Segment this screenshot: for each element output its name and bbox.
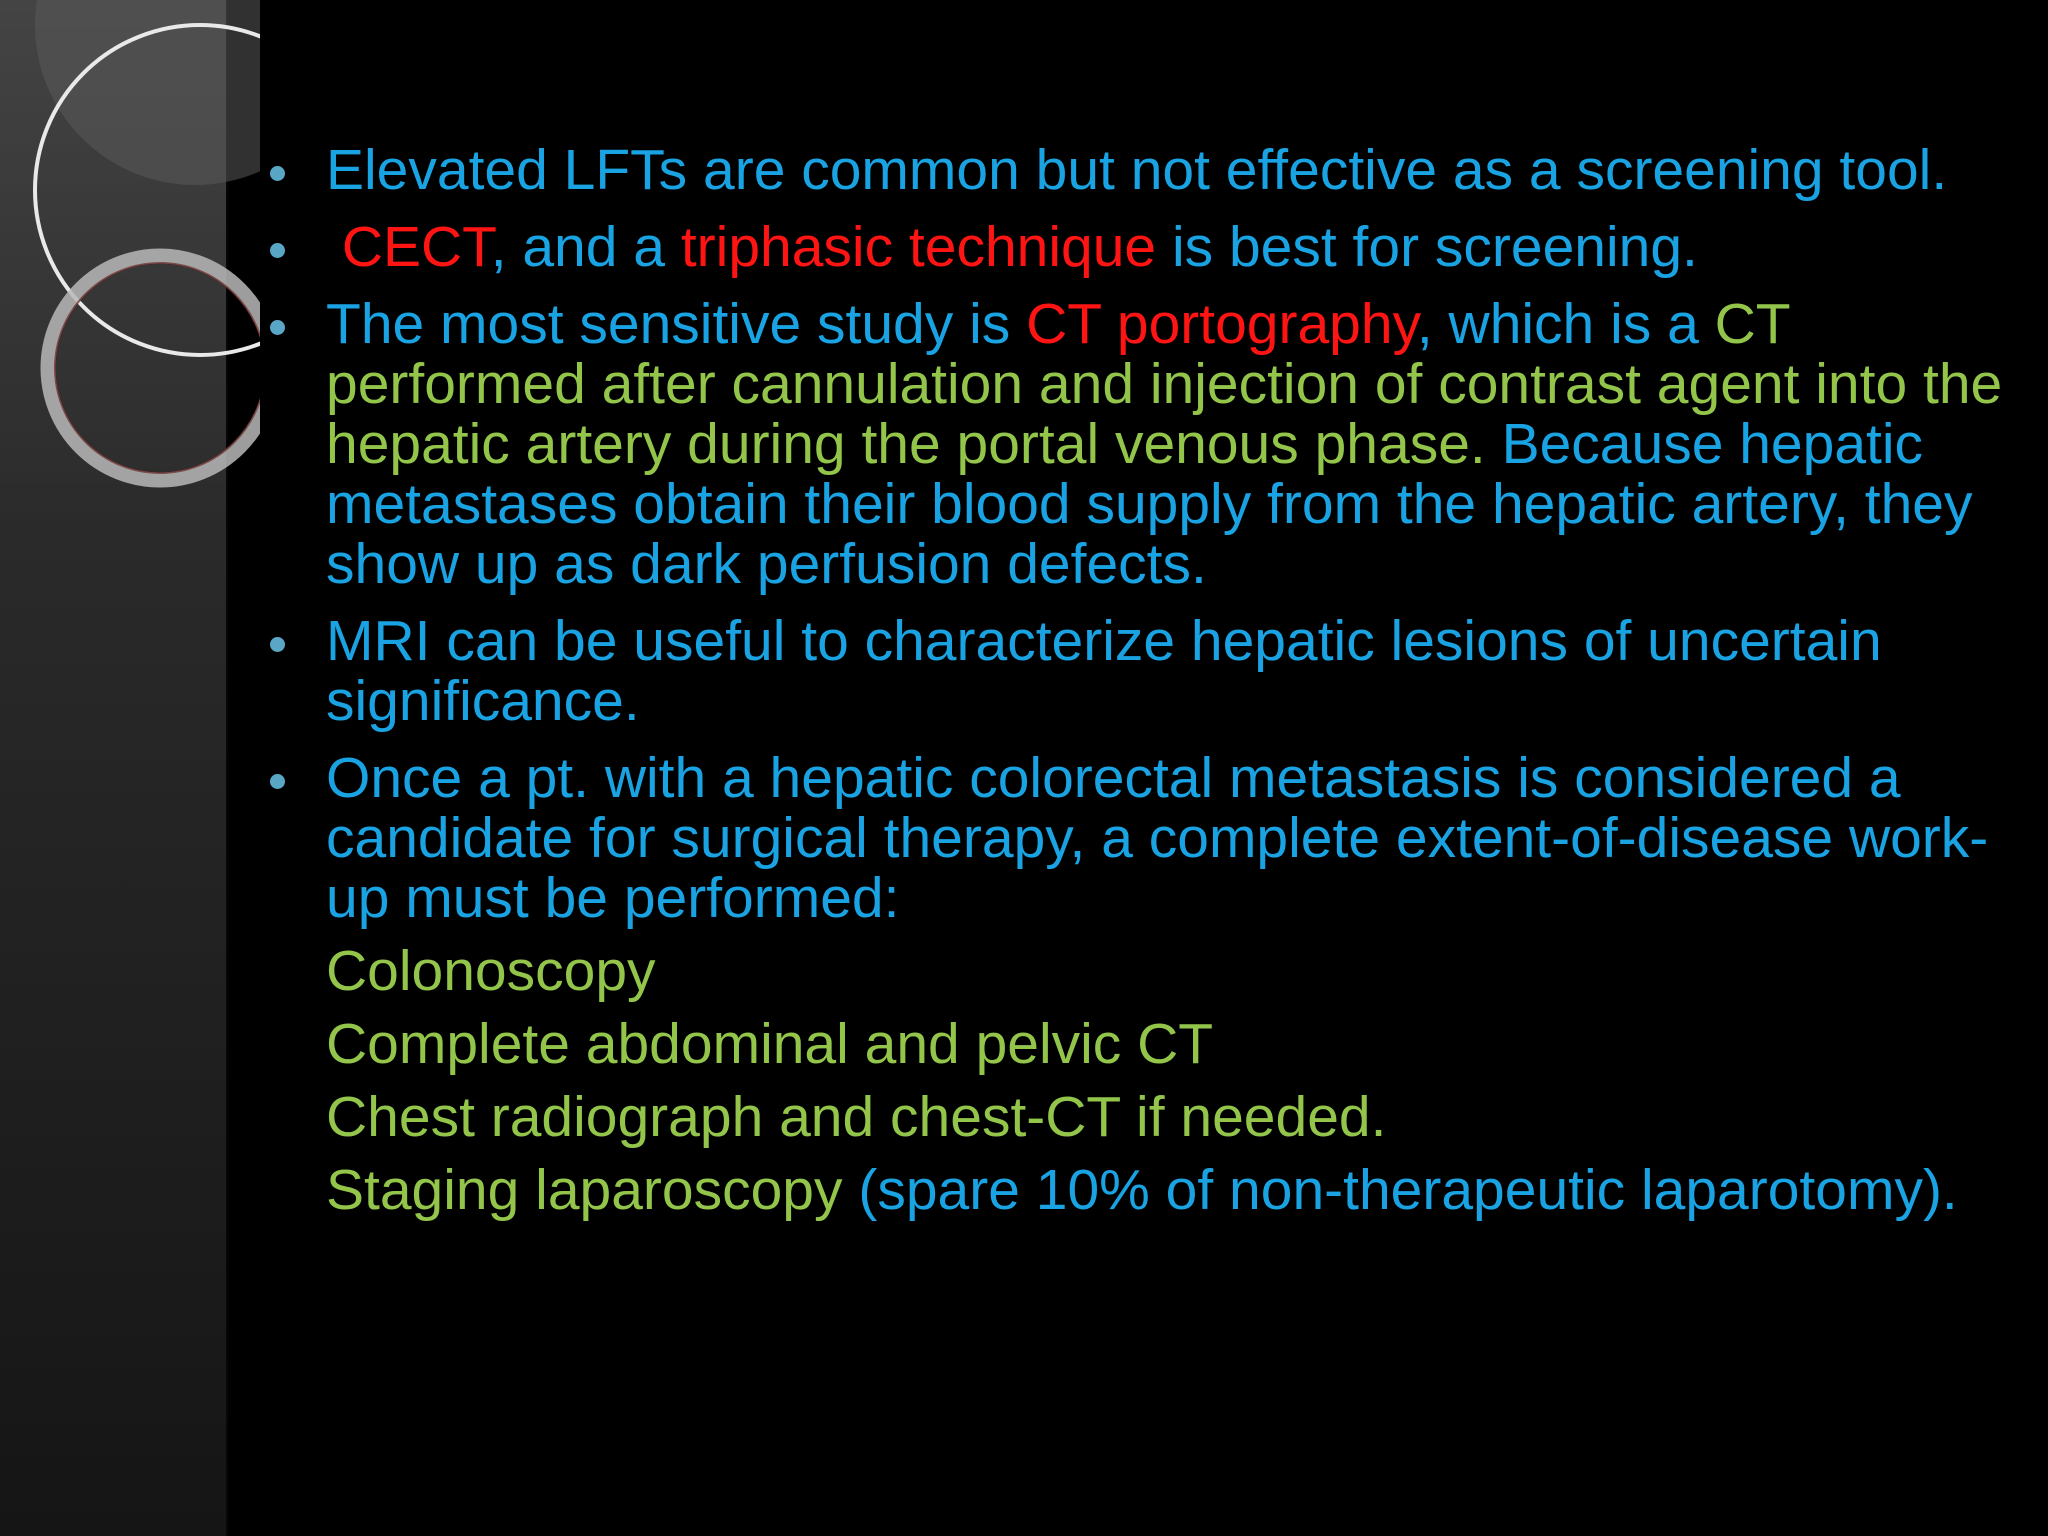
slide-content xyxy=(264,140,2004,1220)
text-segment: The most sensitive study is xyxy=(326,292,1027,356)
bullet-item xyxy=(264,217,2004,277)
text-segment: Because hepatic metastases obtain their blood supply from the hepatic artery, they show up as dark perfusion defects. xyxy=(326,412,1973,596)
text-segment: CECT xyxy=(326,215,491,279)
text-segment: MRI can be useful to characterize hepatic lesions of uncertain significance. xyxy=(326,609,1882,733)
text-segment: Complete abdominal and pelvic CT xyxy=(326,1012,1214,1076)
text-segment: CT performed after cannulation and injection of contrast agent into the hepatic artery during the portal venous phase. xyxy=(326,292,2003,476)
text-segment: Staging laparoscopy xyxy=(326,1158,859,1222)
text-segment: is best for screening. xyxy=(1156,215,1698,279)
text-segment: (spare 10% of non-therapeutic laparotomy). xyxy=(858,1158,1958,1222)
text-segment: Elevated LFTs are common but not effective as a screening tool. xyxy=(326,138,1948,202)
text-segment: Once a pt. with a hepatic colorectal metastasis is considered a candidate for surgical therapy, a complete extent-of-disease work-up must be performed: xyxy=(326,746,1989,930)
text-segment: Colonoscopy xyxy=(326,939,656,1003)
bullet-item xyxy=(264,611,2004,731)
text-segment: CT portography xyxy=(1026,292,1417,356)
bullet-item xyxy=(264,140,2004,200)
workup-item xyxy=(264,1160,2004,1220)
workup-item xyxy=(264,941,2004,1001)
bullet-item xyxy=(264,294,2004,594)
workup-item xyxy=(264,1014,2004,1074)
text-segment: , and a xyxy=(490,215,681,279)
workup-item xyxy=(264,1087,2004,1147)
bullet-item xyxy=(264,748,2004,928)
text-segment: triphasic technique xyxy=(680,215,1157,279)
text-segment: Chest radiograph and chest-CT if needed. xyxy=(326,1085,1387,1149)
text-segment: , which is a xyxy=(1416,292,1715,356)
decorative-circles xyxy=(0,0,260,520)
